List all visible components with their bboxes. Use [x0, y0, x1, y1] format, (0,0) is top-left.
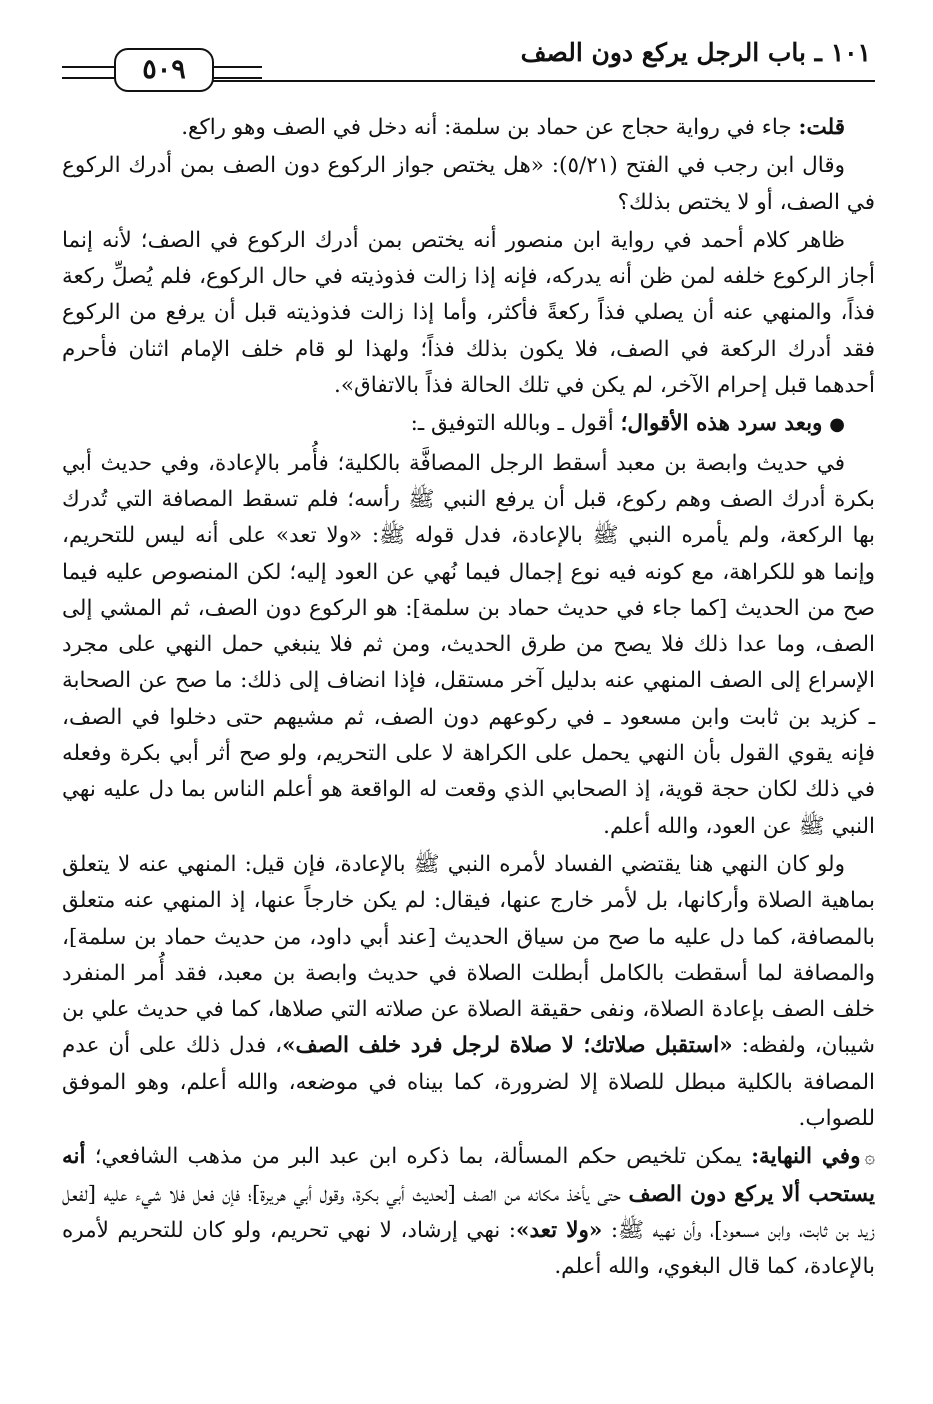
paragraph-6-text: ولو كان النهي هنا يقتضي الفساد لأمره النبي ﷺ بالإعادة، فإن قيل: المنهي عنه لا يتعلق بماهية الصلاة وأركانها، بل لأمر خارج عنها، فيقال: لم يكن خارجاً عنها، إذ المنهي عنه متعلق بالمصافة، كما دل عليه ما صح من سياق الحديث [عند أبي داود، من حديث حماد بن سلمة]، والمصافة لما أسقطت بالكامل أبطلت الصلاة في حديث وابصة بن معبد، فقد أُمر المنفرد خلف الصف بإعادة الصلاة، ونفى حقيقة الصلاة عن صلاته التي صلاها، كما في حديث علي بن شيبان، ولفظه:: [62, 851, 875, 1059]
page-number: ٥٠٩: [114, 48, 214, 92]
paragraph-7: [62, 1139, 875, 1285]
paragraph-7-tail: : نهي إرشاد، لا نهي تحريم، ولو كان للتحريم لأمره بالإعادة، كما قال البغوي، والله أعلم.: [62, 1217, 875, 1280]
paragraph-1-lead: قلت:: [798, 115, 845, 140]
paragraph-3: [62, 223, 875, 404]
paragraph-4-lead: وبعد سرد هذه الأقوال؛: [620, 411, 823, 437]
bullet-icon: ●: [829, 414, 845, 436]
page-body: [62, 110, 875, 1286]
paragraph-7-text-2: حتى يأخذ مكانه من الصف [لحديث أبي بكرة، وقول أبي هريرة]؛ فإن فعل فلا شيء عليه [لفعل زيد بن ثابت، وابن مسعود]، وأن نهيه ﷺ:: [62, 1181, 875, 1243]
paragraph-5-text: في حديث وابصة بن معبد أسقط الرجل المصافَّة بالكلية؛ فأُمر بالإعادة، وفي حديث أبي بكرة أدرك الصف وهم ركوع، قبل أن يرفع النبي ﷺ رأسه؛ فلم تسقط المصافة التي تُدرك بها الركعة، ولم يأمره النبي ﷺ بالإعادة، فدل قوله ﷺ: «ولا تعد» على أنه ليس للتحريم، وإنما هو للكراهة، مع كونه فيه نوع إجمال فيما نُهي عن العود إليه؛ لكن المنصوص عليه فيما صح من الحديث [كما جاء في حديث حماد بن سلمة]: هو الركوع دون الصف، ثم المشي إلى الصف، وما عدا ذلك فلا يصح من طرق الحديث، ومن ثم فلا ينبغي حمل النهي على مجرد الإسراع إلى الصف المنهي عنه بدليل آخر مستقل، فإذا انضاف إلى ذلك: ما صح عن الصحابة ـ كزيد بن ثابت وابن مسعود ـ في ركوعهم دون الصف، ثم مشيهم حتى دخلوا في الصف، فإنه يقوي القول بأن النهي يحمل على الكراهة لا على التحريم، ولو صح أثر أبي بكرة وفعله في ذلك لكان حجة قوية، إذ الصحابي الذي وقعت له الواقعة هو أعلم الناس بما دل عليه نهي النبي ﷺ عن العود، والله أعلم.: [62, 450, 875, 839]
paragraph-7-lead: وفي النهاية:: [751, 1144, 861, 1170]
paragraph-6-quote: «استقبل صلاتك؛ لا صلاة لرجل فرد خلف الصف»: [282, 1033, 733, 1059]
paragraph-1: [62, 110, 875, 146]
paragraph-5: [62, 446, 875, 845]
paragraph-2: [62, 148, 875, 221]
paragraph-7-text: يمكن تلخيص حكم المسألة، بما ذكره ابن عبد البر من مذهب الشافعي؛: [94, 1144, 752, 1170]
paragraph-3-text: ظاهر كلام أحمد في رواية ابن منصور أنه يختص بمن أدرك الركوع في الصف؛ لأنه إنما أجاز الركوع خلفه لمن ظن أنه يدركه، فإنه إذا زالت فذوذيته في حال الركوع، فلم يُصلِّ ركعة فذاً، والمنهي عنه أن يصلي فذاً ركعةً فأكثر، وأما إذا زالت فذوذيته قبل أن يرفع من الركوع فقد أدرك الركعة في الصف، فلا يكون بذلك فذاً؛ ولهذا لو قام خلف الإمام اثنان فأحرم أحدهما قبل إحرام الآخر، لم يكن في تلك الحالة فذاً بالاتفاق».: [62, 227, 875, 399]
page-header: [62, 34, 875, 90]
paragraph-4-text: أقول ـ وبالله التوفيق ـ:: [410, 411, 621, 437]
header-rule: [192, 80, 875, 82]
paragraph-6-tail: ، فدل ذلك على أن عدم المصافة بالكلية مبطل للصلاة إلا لضرورة، كما بيناه في موضعه، والله أعلم، وهو الموفق للصواب.: [62, 1033, 875, 1132]
paragraph-1-text: جاء في رواية حجاج عن حماد بن سلمة: أنه دخل في الصف وهو راكع.: [181, 115, 799, 140]
paragraph-7-quote: «ولا تعد»: [516, 1217, 603, 1243]
paragraph-6: [62, 847, 875, 1137]
page-number-ornament: [62, 48, 262, 92]
paragraph-7-lead-2: أنه يستحب ألا يركع دون الصف: [62, 1144, 875, 1207]
paragraph-2-text: وقال ابن رجب في الفتح (٥/٢١): «هل يختص جواز الركوع دون الصف بمن أدرك الركوع في الصف، أو لا يختص بذلك؟: [62, 153, 875, 215]
paragraph-4: [62, 406, 875, 443]
chapter-title: ١٠١ ـ باب الرجل يركع دون الصف: [520, 38, 871, 67]
ornament-icon: ۞: [864, 1147, 875, 1169]
